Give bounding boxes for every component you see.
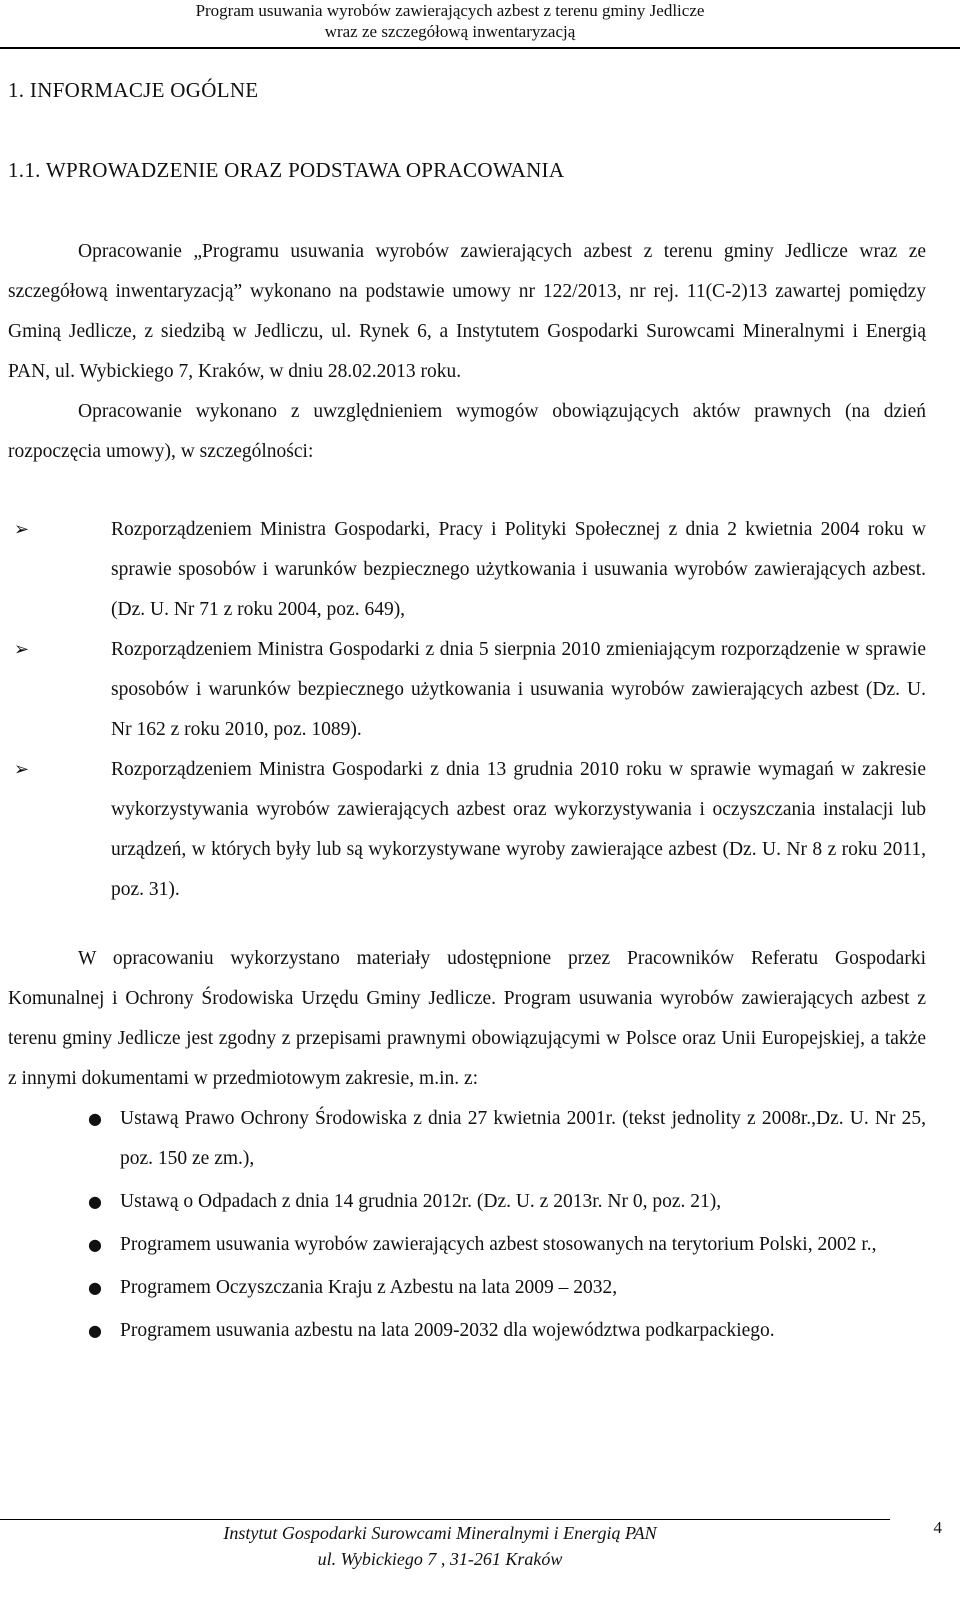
bullet-icon: ●	[88, 1278, 102, 1297]
footer-institution: Instytut Gospodarki Surowcami Mineralnymi i Energią PAN	[223, 1523, 657, 1543]
document-item: ● Ustawą Prawo Ochrony Środowiska z dnia 27 kwietnia 2001r. (tekst jednolity z 2008r.,Dz. U. Nr 25, poz. 150 ze zm.),	[8, 1099, 926, 1179]
document-item: ● Programem usuwania wyrobów zawierających azbest stosowanych na terytorium Polski, 2002 r.,	[8, 1225, 926, 1265]
regulation-item: ➢ Rozporządzeniem Ministra Gospodarki z dnia 13 grudnia 2010 roku w sprawie wymagań w zakresie wykorzystywania wyrobów zawierających azbest oraz wykorzystywania i oczyszczania instalacji lub urządzeń, w których były lub są wykorzystywane wyroby zawierające azbest (Dz. U. Nr 8 z roku 2011, poz. 31).	[8, 750, 926, 910]
running-header	[130, 0, 770, 42]
document-item: ● Ustawą o Odpadach z dnia 14 grudnia 2012r. (Dz. U. z 2013r. Nr 0, poz. 21),	[8, 1182, 926, 1222]
intro-paragraph: Opracowanie „Programu usuwania wyrobów zawierających azbest z terenu gminy Jedlicze wraz ze szczegółową inwentaryzacją” wykonano na podstawie umowy nr 122/2013, nr rej. 11(C-2)13 zawartej pomiędzy Gminą Jedlicze, z siedzibą w Jedliczu, ul. Rynek 6, a Instytutem Gospodarki Surowcami Mineralnymi i Energią PAN, ul. Wybickiego 7, Kraków, w dniu 28.02.2013 roku.	[8, 241, 926, 382]
bullet-icon: ●	[88, 1109, 102, 1128]
arrow-bullet-icon: ➢	[14, 759, 30, 780]
regulation-item: ➢ Rozporządzeniem Ministra Gospodarki, Pracy i Polityki Społecznej z dnia 2 kwietnia 2004 roku w sprawie sposobów i warunków bezpiecznego użytkowania i usuwania wyrobów zawierających azbest. (Dz. U. Nr 71 z roku 2004, poz. 649),	[8, 510, 926, 630]
document-item: ● Programem Oczyszczania Kraju z Azbestu na lata 2009 – 2032,	[8, 1268, 926, 1308]
bullet-icon: ●	[88, 1235, 102, 1254]
footer-address: ul. Wybickiego 7 , 31-261 Kraków	[317, 1549, 563, 1569]
bullet-icon: ●	[88, 1192, 102, 1211]
section-heading: 1.1. WPROWADZENIE ORAZ PODSTAWA OPRACOWANIA	[8, 158, 565, 182]
header-title-line2: wraz ze szczegółową inwentaryzacją	[324, 22, 576, 41]
page-number: 4	[933, 1518, 942, 1537]
header-title-line1: Program usuwania wyrobów zawierających azbest z terenu gminy Jedlicze	[195, 1, 705, 20]
regulation-item: ➢ Rozporządzeniem Ministra Gospodarki z dnia 5 sierpnia 2010 zmieniającym rozporządzenie w sprawie sposobów i warunków bezpiecznego użytkowania i usuwania wyrobów zawierających azbest (Dz. U. Nr 162 z roku 2010, poz. 1089).	[8, 630, 926, 750]
materials-paragraph: W opracowaniu wykorzystano materiały udostępnione przez Pracowników Referatu Gospodarki Komunalnej i Ochrony Środowiska Urzędu Gminy Jedlicze. Program usuwania wyrobów zawierających azbest z terenu gminy Jedlicze jest zgodny z przepisami prawnymi obowiązującymi w Polsce oraz Unii Europejskiej, a także z innymi dokumentami w przedmiotowym zakresie, m.in. z:	[8, 948, 926, 1089]
documents-list	[8, 1099, 926, 1351]
regulations-list	[8, 510, 926, 910]
requirements-paragraph: Opracowanie wykonano z uwzględnieniem wymogów obowiązujących aktów prawnych (na dzień rozpoczęcia umowy), w szczególności:	[8, 401, 926, 462]
document-body	[8, 232, 926, 1351]
arrow-bullet-icon: ➢	[14, 519, 30, 540]
chapter-heading: 1. INFORMACJE OGÓLNE	[8, 78, 259, 102]
header-rule	[0, 47, 960, 49]
arrow-bullet-icon: ➢	[14, 639, 30, 660]
running-footer	[160, 1520, 720, 1572]
document-item: ● Programem usuwania azbestu na lata 2009-2032 dla województwa podkarpackiego.	[8, 1311, 926, 1351]
bullet-icon: ●	[88, 1321, 102, 1340]
